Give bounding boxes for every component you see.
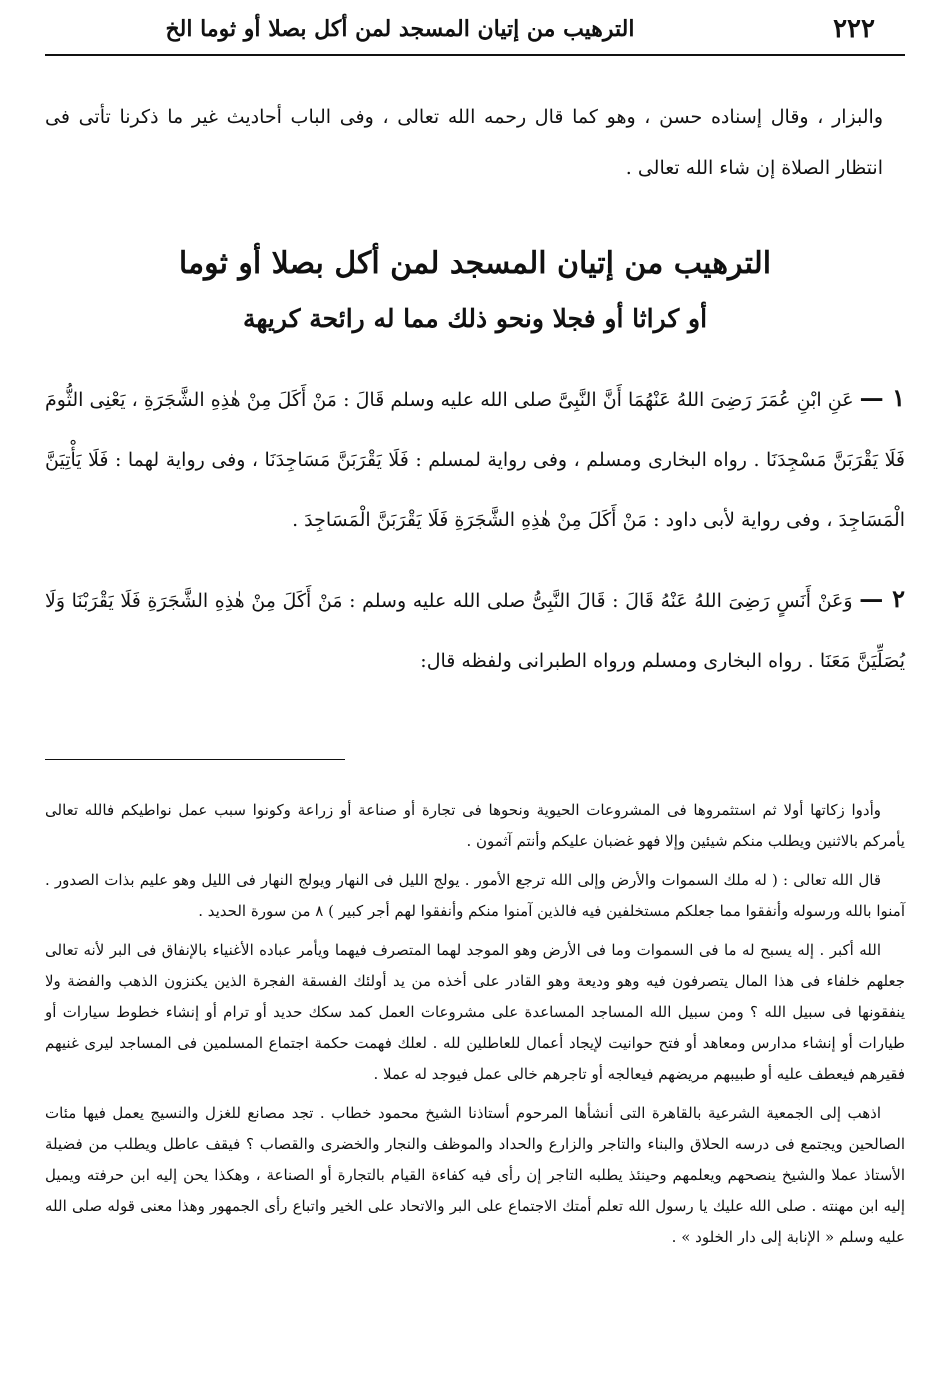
hadith-text: عَنِ ابْنِ عُمَرَ رَضِىَ اللهُ عَنْهُمَا أَنَّ النَّبِىَّ صلى الله عليه وسلم قَالَ : مَنْ أَكَلَ مِنْ هٰذِهِ الشَّجَرَةِ ، يَعْنِى الثُّومَ فَلَا يَقْرَبَنَّ مَسْجِدَنَا . رواه البخارى ومسلم ، وفى رواية لمسلم : فَلَا يَقْرَبَنَّ مَسَاجِدَنَا ، وفى رواية لهما : فَلَا يَأْتِيَنَّ الْمَسَاجِدَ ، وفى رواية لأبى داود : مَنْ أَكَلَ مِنْ هٰذِهِ الشَّجَرَةِ فَلَا يَقْرَبَنَّ الْمَسَاجِدَ .	[45, 389, 905, 531]
chapter-title-line2: أو كراثا أو فجلا ونحو ذلك مما له رائحة كريهة	[242, 304, 708, 333]
hadith-1	[45, 368, 905, 550]
footnotes	[45, 795, 905, 1261]
footnote-divider	[45, 759, 345, 760]
hadith-number: ١ —	[859, 383, 905, 412]
footnote-paragraph: الله أكبر . إله يسبح له ما فى السموات وما فى الأرض وهو الموجد لهما المتصرف فيهما ويأمر عباده الأغنياء بالإنفاق فى البر لأنه تعالى جعلهم خلفاء فى هذا المال يتصرفون فيه وهو وديعة وهو القادر على أخذه من يد أولئك الفسقة الفجرة الذين يكنزون الذهب والفضة ولا ينفقونها فى سبيل الله ؟ ومن سبيل الله المساجد المساعدة على مشروعات العمل كمد سكك حديد أو ترام أو إنشاء خطوط سيارات أو طيارات أو إنشاء مدارس ومعاهد أو فتح حوانيت لإيجاد أعمال للعاطلين لله . لعلك فهمت حكمة اجتماع المسلمين فى المساجد ليرى غنيهم فقيرهم فيعطف عليه أو طبيبهم مريضهم فيعالجه أو تاجرهم خالى عمل فيوجد له عملا .	[45, 941, 905, 1083]
footnote-paragraph: اذهب إلى الجمعية الشرعية بالقاهرة التى أنشأها المرحوم أستاذنا الشيخ محمود خطاب . تجد مصانع للغزل والنسيج يعمل فيها مئات الصالحين ويجتمع فى درسه الحلاق والبناء والتاجر والزارع والحداد والموظف والنجار والخضرى والقصاب ؟ فيقف عاطل ويطلب من فضيلة الأستاذ عملا والشيخ ينصحهم ويعلمهم وحينئذ يطلبه التاجر إن رأى فيه كفاءة القيام بالتجارة أو الصناعة ، وهكذا يحن إليه ابن حرفته ويميل إليه ابن مهنته . صلى الله عليك يا رسول الله تعلم أمتك الاجتماع على البر والاتحاد على الخير واتباع رأى الجمهور وهذا معنى قوله صلى الله عليه وسلم « الإنابة إلى دار الخلود » .	[45, 1104, 905, 1246]
running-title: الترهيب من إتيان المسجد لمن أكل بصلا أو ثوما الخ	[165, 16, 635, 42]
footnote-paragraph: قال الله تعالى : ( له ملك السموات والأرض وإلى الله ترجع الأمور . يولج الليل فى النهار ويولج النهار فى الليل وهو عليم بذات الصدور . آمنوا بالله ورسوله وأنفقوا مما جعلكم مستخلفين فيه فالذين آمنوا منكم وأنفقوا لهم أجر كبير ) ٨ من سورة الحديد .	[45, 871, 905, 920]
chapter-title-line1: الترهيب من إتيان المسجد لمن أكل بصلا أو ثوما	[178, 246, 772, 281]
footnote-paragraph: وأدوا زكاتها أولا ثم استثمروها فى المشروعات الحيوية ونحوها فى تجارة أو صناعة أو زراعة وكونوا سبب عمل نواطيكم فالله تعالى يأمركم بالاثنين ويطلب منكم شيئين وإلا فهو غضبان عليكم وأنتم آثمون .	[45, 801, 905, 850]
intro-paragraph: والبزار ، وقال إسناده حسن ، وهو كما قال رحمه الله تعالى ، وفى الباب أحاديث غير ما ذكرنا تأتى فى انتظار الصلاة إن شاء الله تعالى .	[45, 106, 883, 179]
chapter-heading	[45, 242, 905, 342]
hadith-number: ٢ —	[859, 584, 905, 613]
running-header	[45, 10, 905, 56]
hadith-text: وَعَنْ أَنَسٍ رَضِىَ اللهُ عَنْهُ قَالَ : قَالَ النَّبِىُّ صلى الله عليه وسلم : مَنْ أَكَلَ مِنْ هٰذِهِ الشَّجَرَةِ فَلَا يَقْرَبْنَا وَلَا يُصَلِّيَنَّ مَعَنَا . رواه البخارى ومسلم ورواه الطبرانى ولفظه قال:	[45, 590, 905, 672]
book-page	[45, 10, 905, 1246]
page-number: ٢٢٢	[833, 14, 875, 44]
hadith-2	[45, 569, 905, 691]
